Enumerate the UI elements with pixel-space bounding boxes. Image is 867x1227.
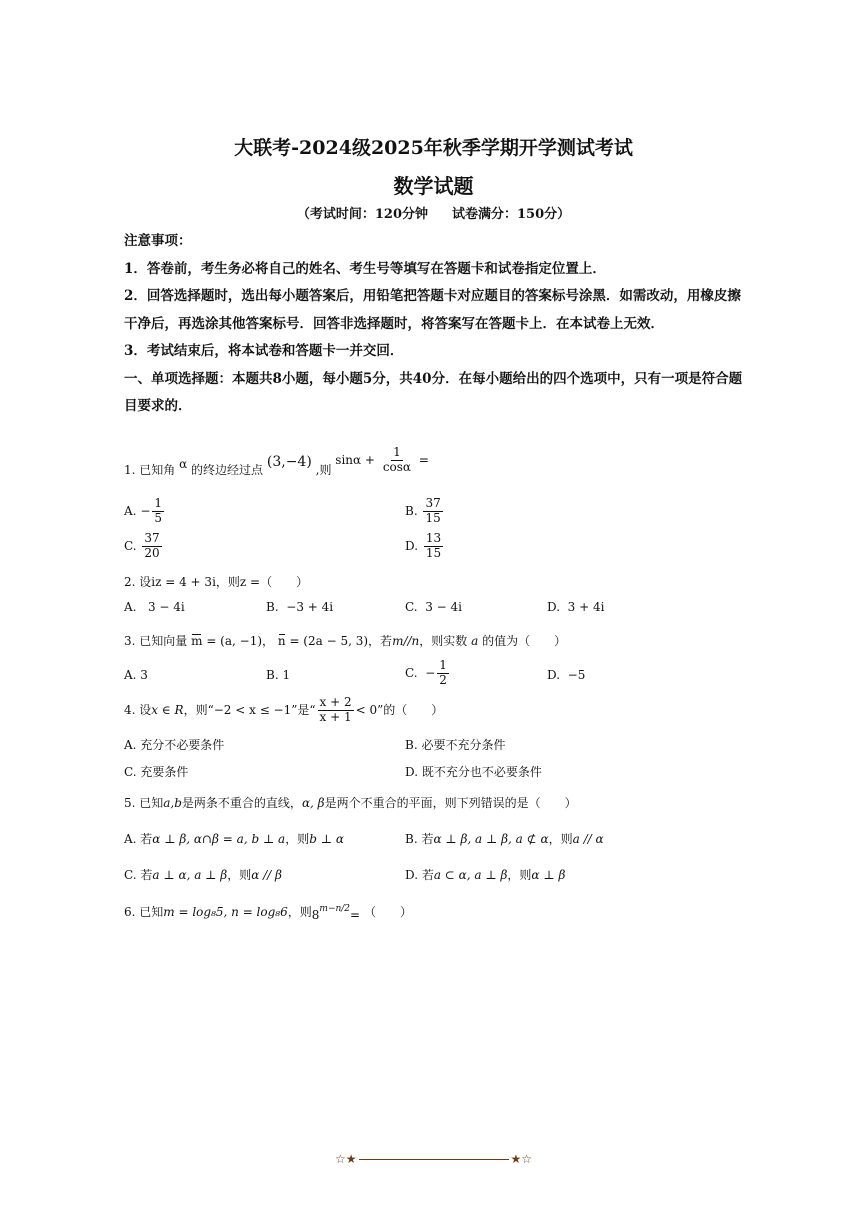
q1-stem-c: ,则 <box>315 462 332 477</box>
exam-info <box>0 203 867 222</box>
q1-alpha: α <box>179 456 188 471</box>
notes-block <box>124 228 744 421</box>
q1-option-c: C. $\frac{37}{20}$ <box>124 531 160 560</box>
footer-stars-left: ☆★ <box>334 1152 357 1166</box>
q1-expr-frac: $\frac{1}{\cos\alpha}$ <box>382 445 412 474</box>
q1-stem-b: 的终边经过点 <box>191 462 264 477</box>
q5-option-c: C. 若a ⊥ α, a ⊥ β，则α // β <box>124 868 282 882</box>
q4-condition-1: −2 < x ≤ −1 <box>213 702 292 717</box>
exam-title: 大联考-2024级2025年秋季学期开学测试考试 <box>234 137 633 159</box>
q1-option-a: A. − $\frac{1}{5}$ <box>124 496 163 525</box>
q3-option-c: C. − $\frac{1}{2}$ <box>405 658 447 687</box>
question-4: 4. 设x ∈ R，则“−2 < x ≤ −1”是“ $\frac{x + 2}{x + 1}$ < 0”的（ ） <box>124 695 444 724</box>
q6-definition: m = log₈5, n = log₈6 <box>163 905 288 919</box>
q3-option-b: B. 1 <box>266 668 291 682</box>
q2-option-d: D. 3 + 4i <box>547 600 605 614</box>
q5-option-a: A. 若α ⊥ β, α∩β = a, b ⊥ a，则b ⊥ α <box>124 832 344 846</box>
q4-fraction: $\frac{x + 2}{x + 1}$ <box>319 695 352 724</box>
q2-equation: iz = 4 + 3i <box>151 575 216 589</box>
q1-option-d: D. $\frac{13}{15}$ <box>405 531 442 560</box>
question-1 <box>124 445 429 485</box>
q4-option-b: B. 必要不充分条件 <box>405 738 506 752</box>
section-heading: 一、单项选择题：本题共8小题，每小题5分，共40分．在每小题给出的四个选项中，只有一项是符合题目要求的． <box>124 370 743 414</box>
q3-option-d: D. −5 <box>547 668 586 682</box>
q4-option-d: D. 既不充分也不必要条件 <box>405 765 542 779</box>
q1-option-b: B. $\frac{37}{15}$ <box>405 496 441 525</box>
notes-heading: 注意事项： <box>124 233 192 249</box>
q1-stem-a: 1. 已知角 <box>124 462 176 477</box>
question-3: 3. 已知向量 m = (a, −1)， n = (2a − 5, 3)，若m//n，则实数 a 的值为（ ） <box>124 634 567 648</box>
page-footer <box>0 1152 867 1166</box>
question-6: 6. 已知m = log₈5, n = log₈6，则$8^{m-n/2}=$ （ ） <box>124 904 412 922</box>
q2-option-a: A. 3 − 4i <box>124 600 185 614</box>
subject-title: 数学试题 <box>393 174 474 198</box>
exam-score: 试卷满分：150分） <box>452 207 571 222</box>
q1-expr-a: sinα + <box>335 452 375 467</box>
q1-point: (3,−4) <box>266 453 312 470</box>
question-5: 5. 已知a,b是两条不重合的直线，α, β是两个不重合的平面，则下列错误的是（ ） <box>124 796 577 810</box>
q3-option-a: A. 3 <box>124 668 148 682</box>
q3-parallel: m//n <box>392 634 420 648</box>
question-2: 2. 设iz = 4 + 3i，则z =（ ） <box>124 575 309 589</box>
q2-option-c: C. 3 − 4i <box>405 600 463 614</box>
note-item-2: 2．回答选择题时，选出每小题答案后，用铅笔把答题卡对应题目的答案标号涂黑．如需改动，用橡皮擦干净后，再选涂其他答案标号．回答非选择题时，将答案写在答题卡上．在本试卷上无效． <box>124 288 741 332</box>
q4-option-a: A. 充分不必要条件 <box>124 738 225 752</box>
vector-n: n <box>277 634 286 648</box>
note-item-3: 3．考试结束后，将本试卷和答题卡一并交回． <box>124 343 404 359</box>
vector-m: m <box>191 634 203 648</box>
note-item-1: 1．答卷前，考生务必将自己的姓名、考生号等填写在答题卡和试卷指定位置上． <box>124 260 606 277</box>
q5-option-b: B. 若α ⊥ β, a ⊥ β, a ⊄ α，则a // α <box>405 832 604 846</box>
q5-option-d: D. 若a ⊂ α, a ⊥ β，则α ⊥ β <box>405 868 566 882</box>
q4-option-c: C. 充要条件 <box>124 765 189 779</box>
q1-expr-eq: = <box>418 452 429 467</box>
footer-stars-right: ★☆ <box>510 1152 533 1166</box>
exam-time: （考试时间：120分钟 <box>296 207 428 222</box>
q1-expression <box>335 445 429 474</box>
q2-option-b: B. −3 + 4i <box>266 600 334 614</box>
footer-rule <box>359 1159 509 1160</box>
